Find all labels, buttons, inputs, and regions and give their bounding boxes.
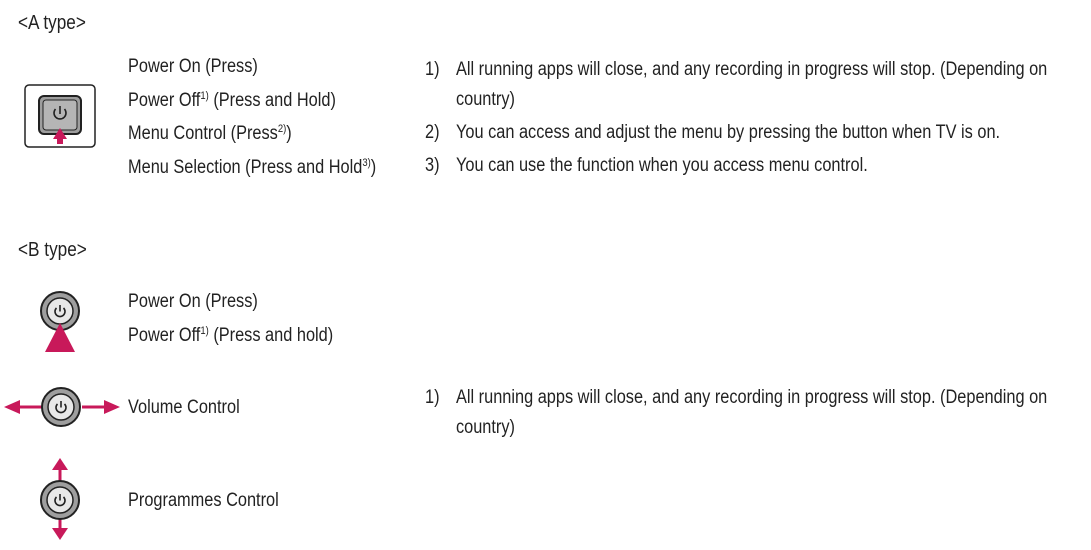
power-button-round-icon xyxy=(36,287,84,355)
a-label-power-off: Power Off$^{1)}$ (Press and Hold) xyxy=(128,90,336,111)
b-label-power-on: Power On (Press) xyxy=(128,291,258,312)
power-button-square-icon xyxy=(24,84,96,148)
power-button-round-icon xyxy=(4,384,120,430)
b-label-power-off: Power Off$^{1)}$ (Press and hold) xyxy=(128,325,334,346)
a-label-menu-selection: Menu Selection (Press and Hold$^{3)}$) xyxy=(128,157,377,178)
arrow-left-icon xyxy=(4,400,20,414)
a-label-menu-control: Menu Control (Press$^{2)}$) xyxy=(128,123,292,144)
b-label-volume-control: Volume Control xyxy=(128,397,240,418)
power-button-round-icon xyxy=(37,458,83,542)
b-label-programmes-control: Programmes Control xyxy=(128,490,279,511)
arrow-right-icon xyxy=(104,400,120,414)
arrow-down-icon xyxy=(52,528,68,540)
b-type-heading: <B type> xyxy=(18,239,87,261)
a-label-power-on: Power On (Press) xyxy=(128,56,258,77)
a-type-heading: <A type> xyxy=(18,12,86,34)
